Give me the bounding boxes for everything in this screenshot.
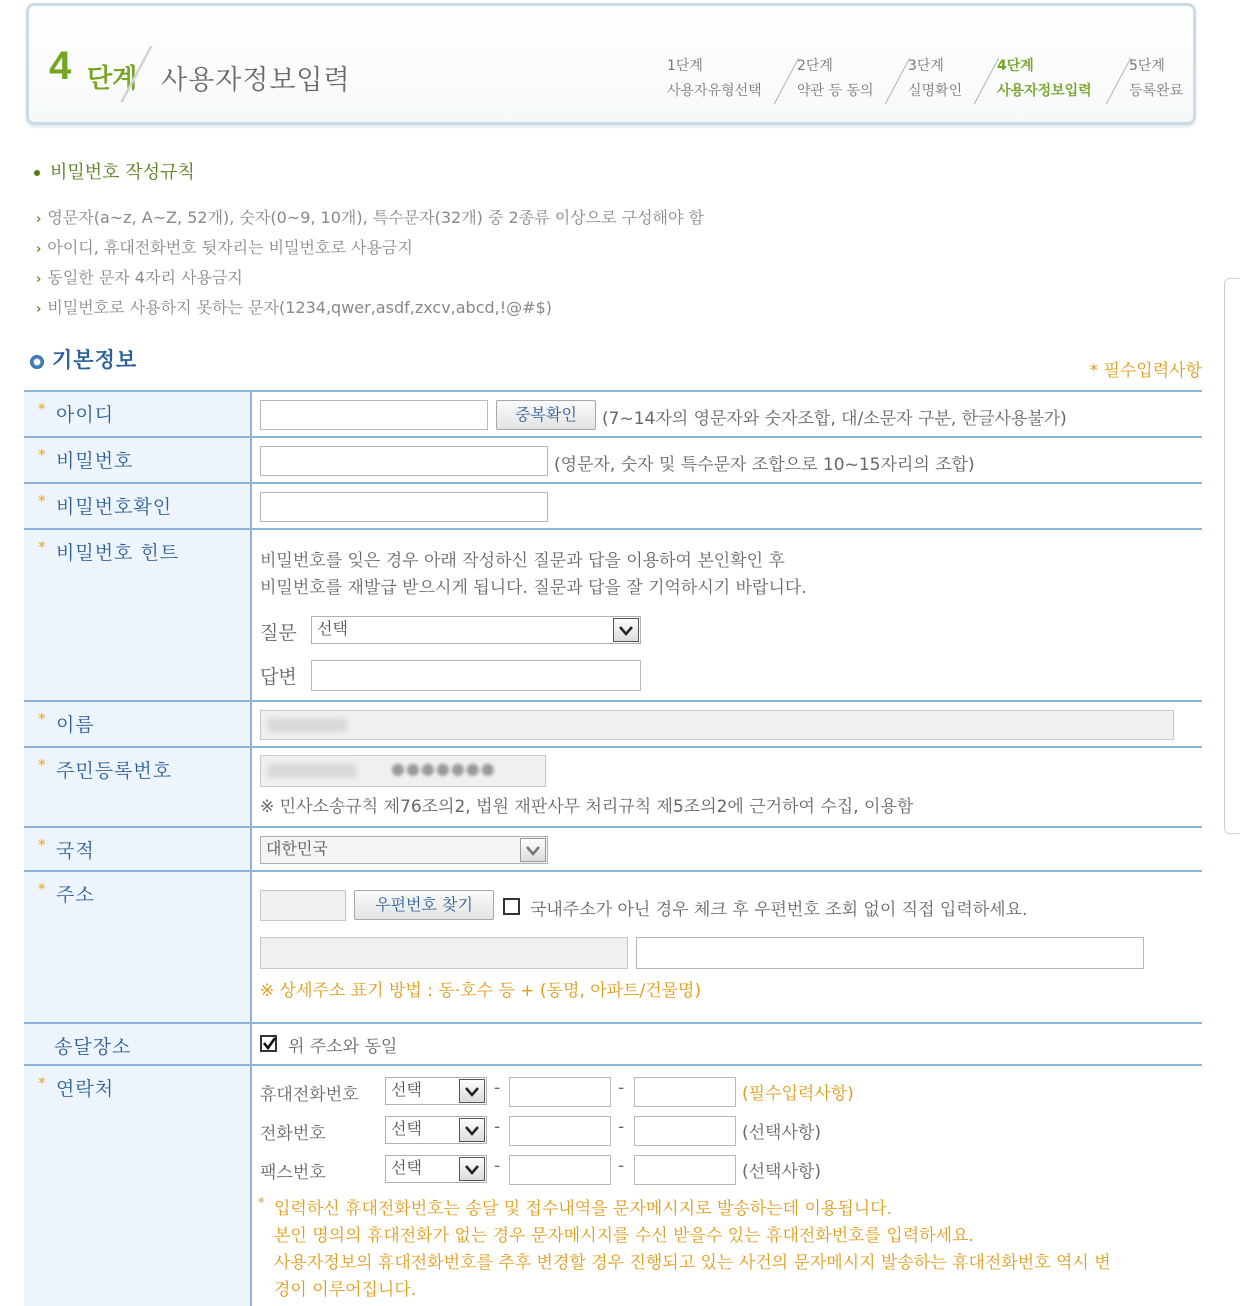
section-bullet-icon bbox=[30, 355, 44, 369]
chevron-down-icon bbox=[613, 618, 639, 642]
label-password-confirm: 비밀번호확인 bbox=[56, 496, 173, 518]
password-rule: › 비밀번호로 사용하지 못하는 문자(1234,qwer,asdf,zxcv,abcd,!@#$) bbox=[36, 298, 552, 317]
arrow-right-icon: › bbox=[36, 302, 42, 317]
chevron-down-icon bbox=[459, 1079, 485, 1103]
form-row-rrn bbox=[24, 746, 1202, 828]
required-star-icon: * bbox=[38, 880, 46, 898]
step-divider bbox=[974, 58, 999, 104]
label-password-hint: 비밀번호 힌트 bbox=[56, 542, 180, 564]
question-select[interactable]: 선택 bbox=[311, 616, 641, 644]
contact-notice: 경이 이루어집니다. bbox=[274, 1280, 417, 1300]
answer-input[interactable] bbox=[311, 660, 641, 691]
nationality-select[interactable]: 대한민국 bbox=[260, 836, 548, 864]
checkmark-icon bbox=[262, 1036, 277, 1051]
foreign-address-label: 국내주소가 아닌 경우 체크 후 우편번호 조회 없이 직접 입력하세요. bbox=[530, 900, 1028, 920]
same-address-checkbox[interactable] bbox=[260, 1035, 277, 1052]
password-rule: › 동일한 문자 4자리 사용금지 bbox=[36, 268, 243, 287]
form-row-password-confirm bbox=[24, 482, 1202, 530]
step-4-current: 4단계 사용자정보입력 bbox=[997, 58, 1092, 99]
step-header bbox=[26, 3, 1196, 125]
form-row-password bbox=[24, 436, 1202, 484]
form-row-name bbox=[24, 700, 1202, 748]
password-rule: › 아이디, 휴대전화번호 뒷자리는 비밀번호로 사용금지 bbox=[36, 238, 413, 257]
label-contact: 연락처 bbox=[56, 1078, 115, 1100]
mobile-prefix-select[interactable]: 선택 bbox=[385, 1077, 487, 1105]
step-3: 3단계 실명확인 bbox=[908, 58, 963, 99]
zipcode-search-button[interactable]: 우편번호 찾기 bbox=[354, 890, 494, 920]
password-rule: › 영문자(a~z, A~Z, 52개), 숫자(0~9, 10개), 특수문자(32개) 중 2종류 이상으로 구성해야 함 bbox=[36, 208, 704, 227]
label-name: 이름 bbox=[56, 714, 95, 736]
id-input[interactable] bbox=[260, 400, 488, 430]
same-address-label: 위 주소와 동일 bbox=[288, 1037, 398, 1057]
address-detail-input[interactable] bbox=[636, 937, 1144, 969]
contact-notice: 입력하신 휴대전화번호는 송달 및 접수내역을 문자메시지로 발송하는데 이용됩니다. bbox=[274, 1199, 892, 1219]
mobile-middle-input[interactable] bbox=[509, 1077, 611, 1107]
chevron-down-icon bbox=[459, 1157, 485, 1181]
required-note: * 필수입력사항 bbox=[1089, 361, 1202, 381]
phone-last-input[interactable] bbox=[634, 1116, 736, 1146]
contact-notice: 본인 명의의 휴대전화가 없는 경우 문자메시지를 수신 받을수 있는 휴대전화번호를 입력하세요. bbox=[274, 1226, 974, 1246]
page-title: 사용자정보입력 bbox=[161, 65, 351, 96]
form-row-address bbox=[24, 870, 1202, 1024]
arrow-right-icon: › bbox=[36, 272, 42, 287]
required-star-icon: * bbox=[38, 756, 46, 774]
phone-optional-note: (선택사항) bbox=[742, 1123, 821, 1143]
password-hint-desc: 비밀번호를 잊은 경우 아래 작성하신 질문과 답을 이용하여 본인확인 후 bbox=[260, 551, 785, 571]
fax-prefix-select[interactable]: 선택 bbox=[385, 1155, 487, 1183]
form-row-delivery bbox=[24, 1022, 1202, 1066]
contact-notice: 사용자정보의 휴대전화번호를 추후 변경할 경우 진행되고 있는 사건의 문자메시지 발송하는 휴대전화번호 역시 변 bbox=[274, 1253, 1111, 1273]
phone-middle-input[interactable] bbox=[509, 1116, 611, 1146]
password-confirm-input[interactable] bbox=[260, 492, 548, 522]
notice-star-icon: * bbox=[258, 1196, 265, 1211]
label-nationality: 국적 bbox=[56, 840, 95, 862]
fax-label: 팩스번호 bbox=[260, 1163, 326, 1183]
side-panel-edge bbox=[1224, 278, 1240, 834]
form-row-nationality bbox=[24, 826, 1202, 872]
step-divider bbox=[1106, 58, 1131, 104]
address-detail-note: ※ 상세주소 표기 방법 : 동·호수 등 + (동명, 아파트/건물명) bbox=[260, 981, 702, 1001]
rrn-legal-note: ※ 민사소송규칙 제76조의2, 법원 재판사무 처리규칙 제5조의2에 근거하여 수집, 이용함 bbox=[260, 797, 914, 817]
required-star-icon: * bbox=[38, 492, 46, 510]
step-word: 단계 bbox=[87, 64, 138, 94]
address-base-input bbox=[260, 937, 628, 969]
password-hint: (영문자, 숫자 및 특수문자 조합으로 10~15자리의 조합) bbox=[554, 455, 975, 475]
mobile-required-note: (필수입력사항) bbox=[742, 1084, 854, 1104]
step-1: 1단계 사용자유형선택 bbox=[667, 58, 762, 99]
rrn-input bbox=[260, 755, 546, 787]
step-2: 2단계 약관 등 동의 bbox=[797, 58, 874, 99]
rrn-masked: ●●●●●●● bbox=[391, 759, 496, 778]
form-row-id bbox=[24, 390, 1202, 438]
mobile-last-input[interactable] bbox=[634, 1077, 736, 1107]
step-5: 5단계 등록완료 bbox=[1129, 58, 1184, 99]
chevron-down-icon bbox=[459, 1118, 485, 1142]
required-star-icon: * bbox=[38, 836, 46, 854]
arrow-right-icon: › bbox=[36, 242, 42, 257]
fax-last-input[interactable] bbox=[634, 1155, 736, 1185]
label-delivery: 송달장소 bbox=[54, 1036, 132, 1058]
phone-prefix-select[interactable]: 선택 bbox=[385, 1116, 487, 1144]
question-label: 질문 bbox=[260, 622, 297, 644]
mobile-label: 휴대전화번호 bbox=[260, 1085, 359, 1105]
label-id: 아이디 bbox=[56, 404, 115, 426]
required-star-icon: * bbox=[38, 400, 46, 418]
name-input bbox=[260, 710, 1174, 740]
arrow-right-icon: › bbox=[36, 212, 42, 227]
bullet-icon bbox=[34, 170, 40, 176]
password-input[interactable] bbox=[260, 446, 548, 476]
required-star-icon: * bbox=[38, 1074, 46, 1092]
required-star-icon: * bbox=[38, 710, 46, 728]
form-row-password-hint bbox=[24, 528, 1202, 702]
fax-optional-note: (선택사항) bbox=[742, 1162, 821, 1182]
step-divider bbox=[885, 58, 910, 104]
label-password: 비밀번호 bbox=[56, 450, 134, 472]
label-address: 주소 bbox=[56, 884, 95, 906]
step-divider bbox=[774, 58, 799, 104]
required-star-icon: * bbox=[38, 538, 46, 556]
password-rules-title: 비밀번호 작성규칙 bbox=[34, 158, 195, 184]
phone-label: 전화번호 bbox=[260, 1124, 326, 1144]
zipcode-input bbox=[260, 890, 346, 921]
id-hint: (7~14자의 영문자와 숫자조합, 대/소문자 구분, 한글사용불가) bbox=[602, 409, 1067, 429]
required-star-icon: * bbox=[38, 446, 46, 464]
duplicate-check-button[interactable]: 중복확인 bbox=[496, 400, 596, 430]
label-rrn: 주민등록번호 bbox=[56, 760, 173, 782]
password-hint-desc: 비밀번호를 재발급 받으시게 됩니다. 질문과 답을 잘 기억하시기 바랍니다. bbox=[260, 578, 807, 598]
answer-label: 답변 bbox=[260, 666, 297, 688]
form-row-contact: * 연락처 휴대전화번호 선택 - - (필수입력사항) 전화번호 선택 - - (선택사항) 팩스번호 선택 - - (선택사항) * 입력하신 휴대전화번호는 송달 및 접수내역을 문자메시지로 발송하는데 이용됩니다. 본인 명의의 휴대전화가 없는 경우 문자메시지를 수신 받을수 있는 휴대전화번호를 입력하세요. 사용자정보의 휴대전화번호를 추후 변경할 경우 진행되고 있는 사건의 문자메시지 발송하는 휴대전화번호 역시 변 경이 이루어집니다. bbox=[24, 1064, 1202, 1306]
fax-middle-input[interactable] bbox=[509, 1155, 611, 1185]
section-title: 기본정보 bbox=[52, 348, 138, 372]
step-number: 4 bbox=[49, 44, 72, 88]
foreign-address-checkbox[interactable] bbox=[503, 898, 520, 915]
chevron-down-icon bbox=[520, 838, 546, 862]
